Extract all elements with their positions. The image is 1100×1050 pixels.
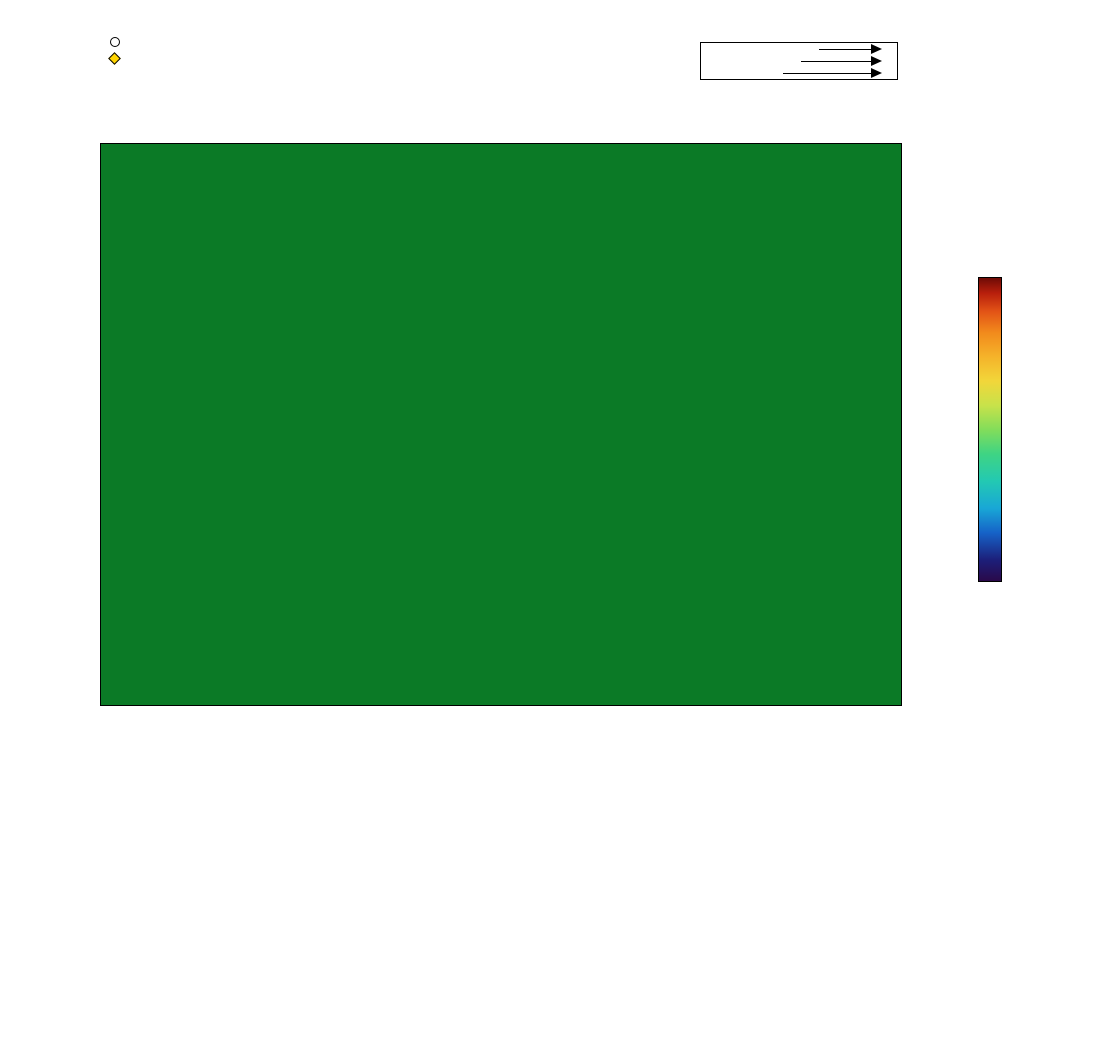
vector-key-row-3 <box>701 67 897 79</box>
vector-arrow-1 <box>871 44 882 54</box>
currents-vector-key <box>700 42 898 80</box>
legend-item-ndbc <box>108 52 128 67</box>
circle-marker-icon <box>108 36 126 51</box>
vector-arrow-2 <box>871 56 882 66</box>
elevation-heatmap-canvas <box>101 144 901 705</box>
legend-item-usm <box>108 36 128 51</box>
vector-shaft-1 <box>819 49 871 50</box>
colorbar-gradient <box>978 277 1002 582</box>
map-plot-area[interactable] <box>100 143 902 706</box>
vector-shaft-3 <box>783 73 871 74</box>
diamond-marker-icon <box>108 52 126 67</box>
vector-key-row-2 <box>701 55 897 67</box>
vector-arrow-3 <box>871 68 882 78</box>
vector-shaft-2 <box>801 61 871 62</box>
map-legend <box>108 36 128 68</box>
vector-key-row-1 <box>701 43 897 55</box>
colorbar <box>978 277 1002 582</box>
